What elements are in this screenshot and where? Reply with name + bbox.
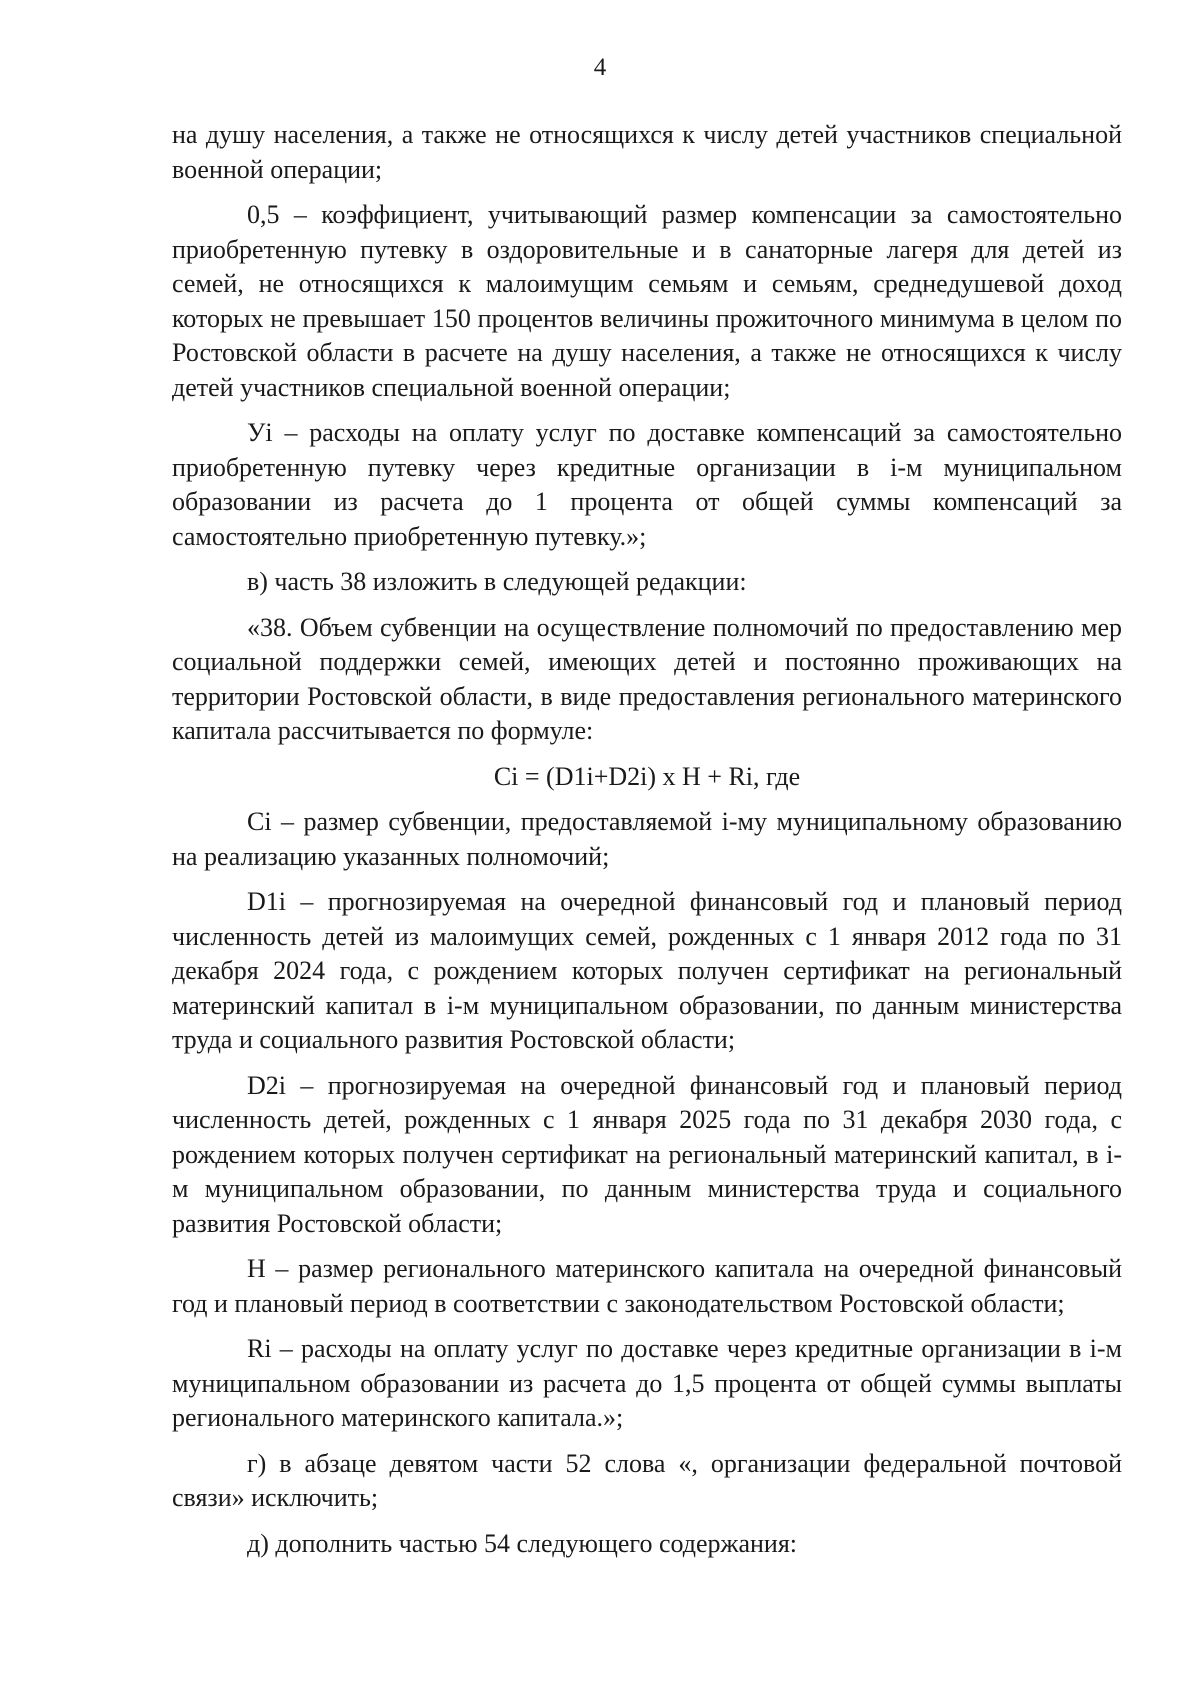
paragraph-d2i-definition: D2i – прогнозируемая на очередной финансовый год и плановый период численность детей, рожденных с 1 января 2025 года по 31 декабря 2030 года, с рождением которых получен сертификат на региональный материнский капитал, в i-м муниципальном образовании, по данным министерства труда и социального развития Ростовской области; (172, 1070, 1122, 1238)
paragraph-amendment-v: в) часть 38 изложить в следующей редакции: (247, 567, 747, 596)
formula: Сi = (D1i+D2i) х Н + Ri, где (493, 761, 801, 791)
paragraph-ri-definition: Ri – расходы на оплату услуг по доставке через кредитные организации в i-м муниципальном образовании из расчета до 1,5 процента от общей суммы выплаты регионального материнского капитала.»; (172, 1334, 1122, 1432)
paragraph-yi-expenses: Уi – расходы на оплату услуг по доставке компенсаций за самостоятельно приобретенную путевку через кредитные организации в i-м муниципальном образовании из расчета до 1 процента от общей суммы компенсаций за самостоятельно приобретенную путевку.»; (172, 418, 1122, 551)
paragraph-amendment-g: г) в абзаце девятом части 52 слова «, организации федеральной почтовой связи» исключить; (172, 1448, 1122, 1512)
paragraph-part-38: «38. Объем субвенции на осуществление полномочий по предоставлению мер социальной поддержки семей, имеющих детей и постоянно проживающих на территории Ростовской области, в виде предоставления регионального материнского капитала рассчитывается по формуле: (172, 612, 1122, 745)
paragraph-amendment-d: д) дополнить частью 54 следующего содержания: (247, 1528, 798, 1558)
paragraph-ci-definition: Сi – размер субвенции, предоставляемой i-му муниципальному образованию на реализацию указанных полномочий; (172, 807, 1122, 871)
page-number: 4 (593, 54, 607, 81)
document-body (172, 118, 1122, 1572)
paragraph-h-definition: Н – размер регионального материнского капитала на очередной финансовый год и плановый период в соответствии с законодательством Ростовской области; (172, 1254, 1122, 1318)
paragraph-coefficient-0-5: 0,5 – коэффициент, учитывающий размер компенсации за самостоятельно приобретенную путевку в оздоровительные и в санаторные лагеря для детей из семей, не относящихся к малоимущим семьям и семьям, среднедушевой доход которых не превышает 150 процентов величины прожиточного минимума в целом по Ростовской области в расчете на душу населения, а также не относящихся к числу детей участников специальной военной операции; (172, 200, 1122, 402)
paragraph-d1i-definition: D1i – прогнозируемая на очередной финансовый год и плановый период численность детей из малоимущих семей, рожденных с 1 января 2012 года по 31 декабря 2024 года, с рождением которых получен сертификат на региональный материнский капитал в i-м муниципальном образовании, по данным министерства труда и социального развития Ростовской области; (172, 887, 1122, 1054)
paragraph-continuation: на душу населения, а также не относящихся к числу детей участников специальной военной операции; (172, 120, 1122, 184)
